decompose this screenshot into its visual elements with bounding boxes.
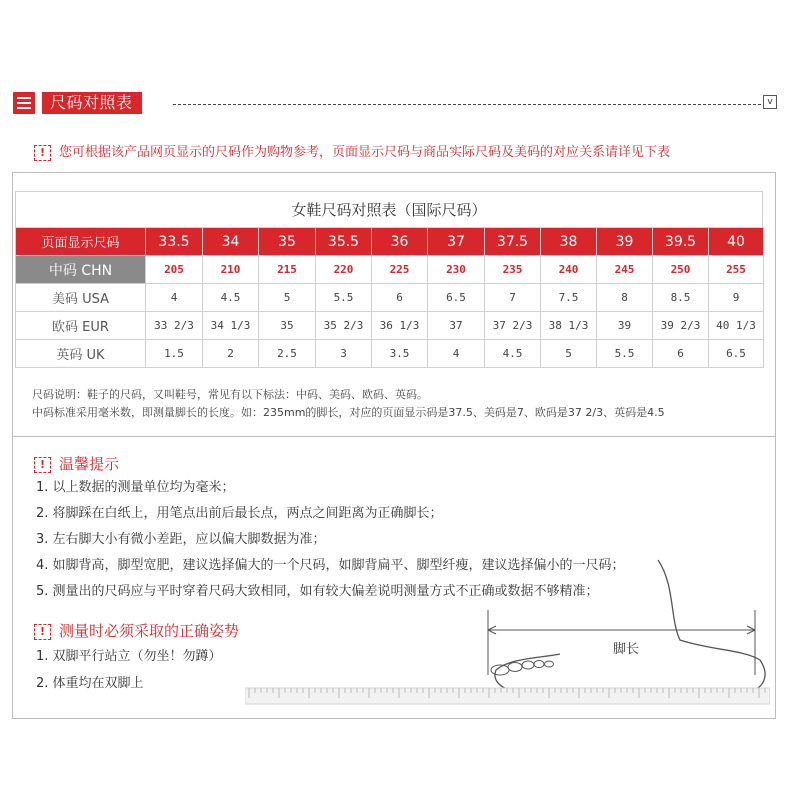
uk-size-row bbox=[16, 340, 764, 368]
size-cell: 34 bbox=[203, 228, 259, 256]
explain-line: 中码标准采用毫米数，即测量脚长的长度。如：235mm的脚长，对应的页面显示码是37.5、美码是7、欧码是37 2/3、英码是4.5 bbox=[32, 406, 665, 419]
size-cell: 210 bbox=[203, 256, 259, 284]
size-cell: 7.5 bbox=[541, 284, 597, 312]
size-cell: 39 2/3 bbox=[653, 312, 709, 340]
size-cell: 1.5 bbox=[146, 340, 203, 368]
size-cell: 34 1/3 bbox=[203, 312, 259, 340]
foot-length-label: 脚长 bbox=[613, 642, 640, 657]
row-header: 页面显示尺码 bbox=[16, 228, 146, 256]
tip-item: 3. 左右脚大小有微小差距，应以偏大脚数据为准； bbox=[36, 532, 326, 547]
size-cell: 36 1/3 bbox=[372, 312, 428, 340]
size-cell: 33 2/3 bbox=[146, 312, 203, 340]
size-cell: 39.5 bbox=[653, 228, 709, 256]
notice-text: 您可根据该产品网页显示的尺码作为购物参考，页面显示尺码与商品实际尺码及美码的对应关系请详见下表 bbox=[59, 145, 671, 160]
size-cell: 255 bbox=[709, 256, 764, 284]
posture-title-text: 测量时必须采取的正确姿势 bbox=[59, 622, 240, 640]
size-cell: 5 bbox=[259, 284, 316, 312]
size-cell: 8.5 bbox=[653, 284, 709, 312]
tips-title-text: 温馨提示 bbox=[59, 455, 120, 473]
size-cell: 6 bbox=[653, 340, 709, 368]
size-cell: 2.5 bbox=[259, 340, 316, 368]
size-cell: 39 bbox=[597, 228, 653, 256]
explain-line: 尺码说明：鞋子的尺码，又叫鞋号，常见有以下标法：中码、美码、欧码、英码。 bbox=[32, 388, 428, 401]
size-cell: 5 bbox=[541, 340, 597, 368]
section-header bbox=[13, 89, 783, 117]
size-cell: 230 bbox=[428, 256, 485, 284]
size-cell: 35 2/3 bbox=[316, 312, 372, 340]
posture-item: 2. 体重均在双脚上 bbox=[36, 676, 144, 691]
size-cell: 35.5 bbox=[316, 228, 372, 256]
section-title: 尺码对照表 bbox=[42, 92, 142, 114]
size-cell: 240 bbox=[541, 256, 597, 284]
size-cell: 225 bbox=[372, 256, 428, 284]
size-cell: 3 bbox=[316, 340, 372, 368]
row-header: 美码 USA bbox=[16, 284, 146, 312]
size-cell: 37 2/3 bbox=[485, 312, 541, 340]
posture-list bbox=[36, 643, 222, 697]
size-cell: 39 bbox=[597, 312, 653, 340]
posture-title bbox=[34, 620, 239, 641]
usa-size-row bbox=[16, 284, 764, 312]
alert-icon: ! bbox=[34, 145, 51, 161]
size-cell: 4 bbox=[146, 284, 203, 312]
size-cell: 37.5 bbox=[485, 228, 541, 256]
divider bbox=[12, 436, 776, 437]
size-cell: 215 bbox=[259, 256, 316, 284]
size-cell: 35 bbox=[259, 312, 316, 340]
size-cell: 5.5 bbox=[597, 340, 653, 368]
size-cell: 40 1/3 bbox=[709, 312, 764, 340]
size-cell: 37 bbox=[428, 228, 485, 256]
row-header: 欧码 EUR bbox=[16, 312, 146, 340]
size-cell: 235 bbox=[485, 256, 541, 284]
alert-icon: ! bbox=[34, 457, 51, 473]
size-notice bbox=[34, 141, 764, 161]
chn-size-row bbox=[16, 256, 764, 284]
table-title: 女鞋尺码对照表（国际尺码） bbox=[15, 191, 763, 227]
posture-item: 1. 双脚平行站立（勿坐！勿蹲） bbox=[36, 649, 222, 664]
size-cell: 4.5 bbox=[485, 340, 541, 368]
tip-item: 1. 以上数据的测量单位均为毫米； bbox=[36, 480, 235, 495]
size-cell: 6.5 bbox=[709, 340, 764, 368]
size-cell: 6 bbox=[372, 284, 428, 312]
size-cell: 35 bbox=[259, 228, 316, 256]
size-cell: 4.5 bbox=[203, 284, 259, 312]
size-cell: 245 bbox=[597, 256, 653, 284]
size-cell: 40 bbox=[709, 228, 764, 256]
size-cell: 37 bbox=[428, 312, 485, 340]
size-cell: 3.5 bbox=[372, 340, 428, 368]
alert-icon: ! bbox=[34, 624, 51, 640]
size-cell: 220 bbox=[316, 256, 372, 284]
tip-item: 2. 将脚踩在白纸上，用笔点出前后最长点，两点之间距离为正确脚长； bbox=[36, 506, 443, 521]
size-cell: 38 1/3 bbox=[541, 312, 597, 340]
size-cell: 4 bbox=[428, 340, 485, 368]
size-cell: 38 bbox=[541, 228, 597, 256]
size-cell: 205 bbox=[146, 256, 203, 284]
size-cell: 9 bbox=[709, 284, 764, 312]
size-explanation bbox=[32, 386, 772, 422]
size-cell: 36 bbox=[372, 228, 428, 256]
page-size-row bbox=[16, 228, 764, 256]
eur-size-row bbox=[16, 312, 764, 340]
list-icon bbox=[13, 92, 35, 114]
size-cell: 250 bbox=[653, 256, 709, 284]
row-header: 中码 CHN bbox=[16, 256, 146, 284]
size-cell: 5.5 bbox=[316, 284, 372, 312]
size-cell: 2 bbox=[203, 340, 259, 368]
size-table bbox=[15, 227, 764, 368]
tip-item: 4. 如脚背高，脚型宽肥，建议选择偏大的一个尺码，如脚背扁平、脚型纤瘦，建议选择偏小的一尺码； bbox=[36, 558, 625, 573]
size-cell: 33.5 bbox=[146, 228, 203, 256]
chevron-down-icon[interactable]: v bbox=[763, 95, 777, 109]
tip-item: 5. 测量出的尺码应与平时穿着尺码大致相同，如有较大偏差说明测量方式不正确或数据不够精准； bbox=[36, 584, 599, 599]
dashed-divider bbox=[173, 104, 761, 105]
size-cell: 7 bbox=[485, 284, 541, 312]
tips-title bbox=[34, 453, 119, 474]
row-header: 英码 UK bbox=[16, 340, 146, 368]
size-cell: 6.5 bbox=[428, 284, 485, 312]
ruler-graphic bbox=[245, 684, 770, 706]
size-cell: 8 bbox=[597, 284, 653, 312]
